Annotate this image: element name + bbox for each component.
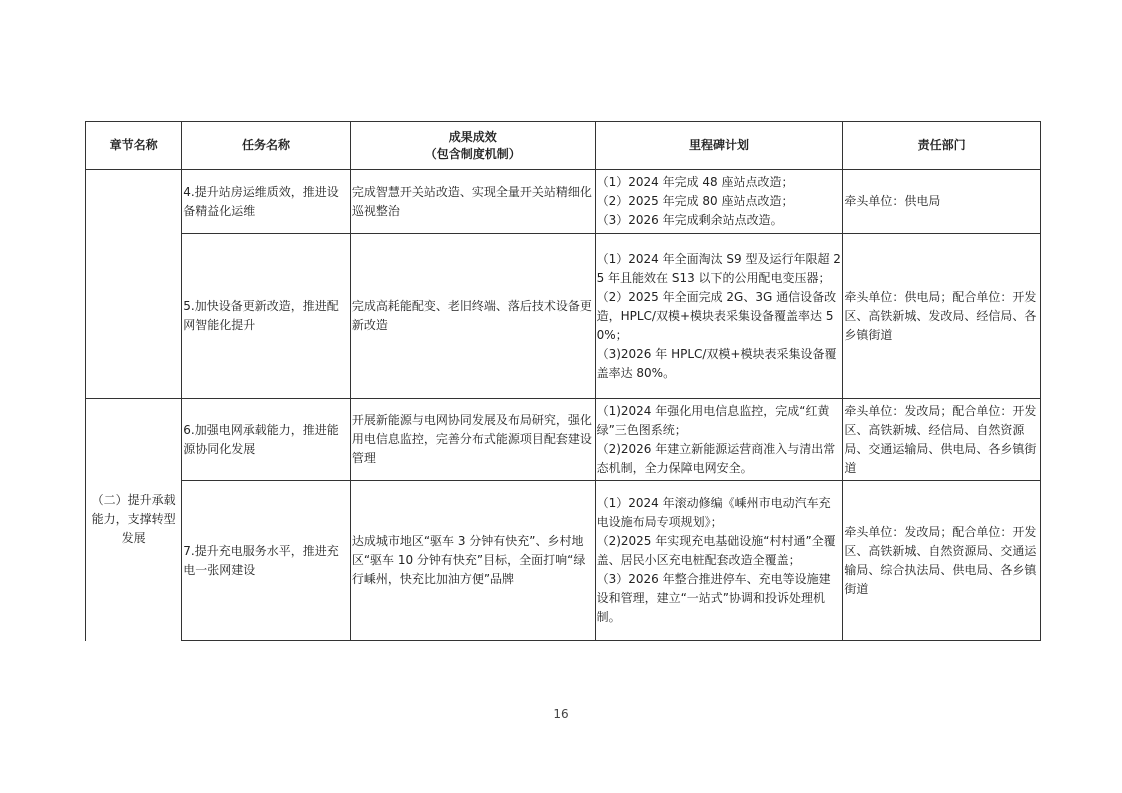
header-result	[350, 122, 595, 170]
header-result-line1: 成果成效	[448, 129, 497, 144]
table-row	[86, 170, 1041, 234]
milestone-item: （2）2025 年完成 80 座站点改造；	[596, 194, 794, 208]
result-cell: 完成高耗能配变、老旧终端、落后技术设备更新改造	[350, 234, 595, 399]
header-milestone: 里程碑计划	[595, 122, 843, 170]
milestone-item: （2)2026 年建立新能源运营商准入与清出常态机制，全力保障电网安全。	[596, 441, 836, 475]
dept-cell: 牵头单位：供电局	[843, 170, 1041, 234]
header-dept: 责任部门	[843, 122, 1041, 170]
header-chapter: 章节名称	[86, 122, 182, 170]
milestone-item: （1）2024 年滚动修编《嵊州市电动汽车充电设施布局专项规划》；	[596, 496, 831, 529]
table-row	[86, 234, 1041, 399]
chapter-cell-empty	[86, 170, 182, 399]
milestone-item: （1)2024 年强化用电信息监控，完成“红黄绿”三色图系统；	[596, 403, 830, 437]
dept-cell: 牵头单位：发改局；配合单位：开发区、高铁新城、自然资源局、交通运输局、综合执法局、供电局、各乡镇街道	[843, 481, 1041, 641]
milestone-item: （3）2026 年完成剩余站点改造。	[596, 213, 783, 227]
milestone-item: （2)2025 年实现充电基础设施“村村通”全覆盖、居民小区充电桩配套改造全覆盖；	[596, 534, 836, 567]
task-cell: 7.提升充电服务水平，推进充电一张网建设	[182, 481, 351, 641]
table-row	[86, 481, 1041, 641]
milestone-item: （3)2026 年 HPLC/双模+模块表采集设备覆盖率达 80%。	[596, 346, 837, 380]
page-number: 16	[553, 707, 569, 721]
table-row	[86, 399, 1041, 481]
milestone-cell	[595, 481, 843, 641]
result-cell: 开展新能源与电网协同发展及布局研究，强化用电信息监控，完善分布式能源项目配套建设管理	[350, 399, 595, 481]
dept-cell: 牵头单位：供电局；配合单位：开发区、高铁新城、发改局、经信局、各乡镇街道	[843, 234, 1041, 399]
milestone-cell	[595, 234, 843, 399]
dept-cell: 牵头单位：发改局；配合单位：开发区、高铁新城、经信局、自然资源局、交通运输局、供电局、各乡镇街道	[843, 399, 1041, 481]
result-cell: 完成智慧开关站改造、实现全量开关站精细化巡视整治	[350, 170, 595, 234]
header-task: 任务名称	[182, 122, 351, 170]
milestone-item: （2）2025 年全面完成 2G、3G 通信设备改造，HPLC/双模+模块表采集设备覆盖率达 50%；	[596, 289, 837, 342]
milestone-cell	[595, 170, 843, 234]
header-result-line2: （包含制度机制）	[424, 146, 521, 161]
task-cell: 5.加快设备更新改造，推进配网智能化提升	[182, 234, 351, 399]
milestone-item: （1）2024 年全面淘汰 S9 型及运行年限超 25 年且能效在 S13 以下的公用配电变压器；	[596, 251, 841, 285]
task-cell: 4.提升站房运维质效，推进设备精益化运维	[182, 170, 351, 234]
milestone-cell	[595, 399, 843, 481]
milestone-item: （1）2024 年完成 48 座站点改造；	[596, 175, 794, 189]
chapter-cell: （二）提升承载能力，支撑转型发展	[86, 399, 182, 641]
table-header-row	[86, 122, 1041, 170]
plan-table	[85, 121, 1041, 641]
result-cell: 达成城市地区“驱车 3 分钟有快充”、乡村地区“驱车 10 分钟有快充”目标，全面打响“绿行嵊州，快充比加油方便”品牌	[350, 481, 595, 641]
task-cell: 6.加强电网承载能力，推进能源协同化发展	[182, 399, 351, 481]
milestone-item: （3）2026 年整合推进停车、充电等设施建设和管理，建立“一站式”协调和投诉处理机制。	[596, 572, 831, 624]
